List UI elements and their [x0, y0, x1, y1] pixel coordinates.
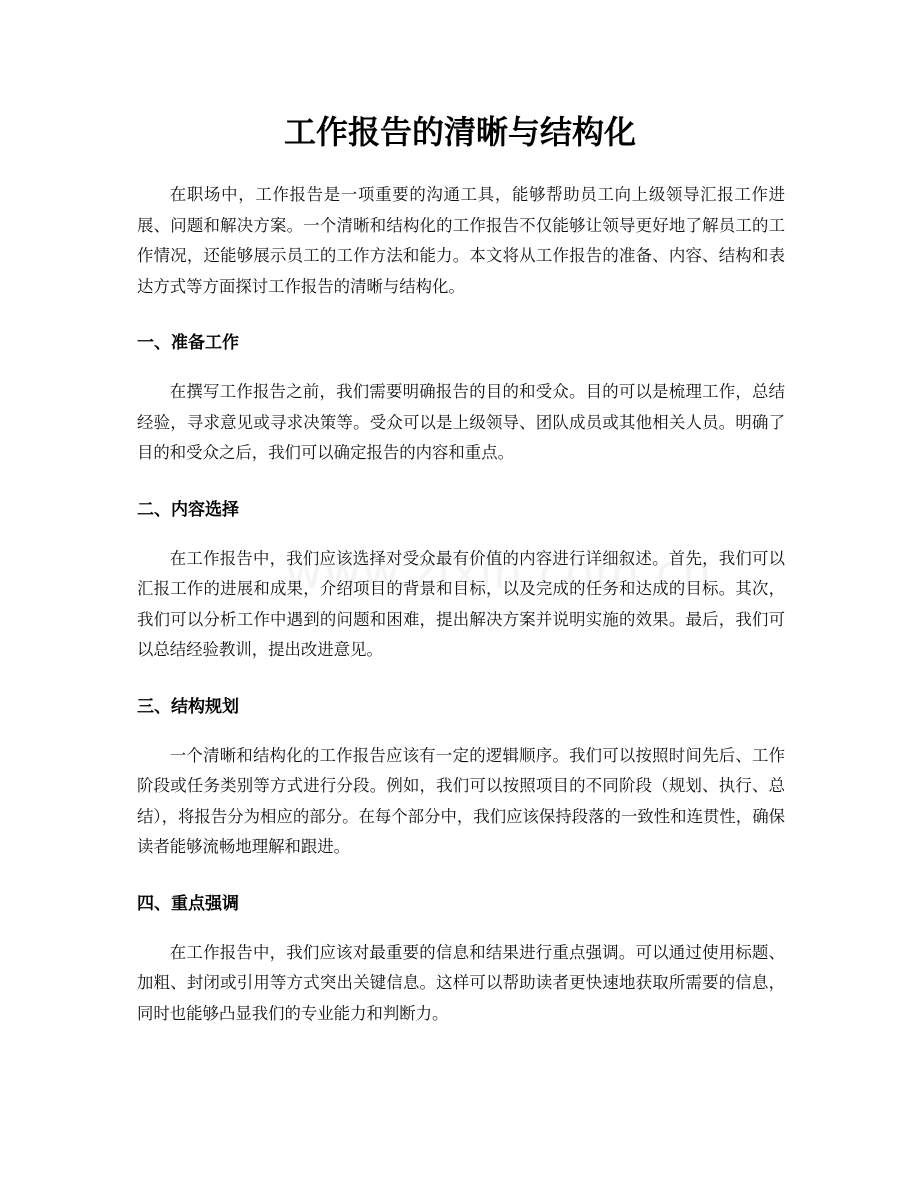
- section-body-preparation: 在撰写工作报告之前，我们需要明确报告的目的和受众。目的可以是梳理工作，总结经验，寻求意见或寻求决策等。受众可以是上级领导、团队成员或其他相关人员。明确了目的和受众之后，我们可以确定报告的内容和重点。: [137, 382, 785, 462]
- section-heading-content: 二、内容选择: [137, 499, 239, 520]
- section-body-structure: 一个清晰和结构化的工作报告应该有一定的逻辑顺序。我们可以按照时间先后、工作阶段或任务类别等方式进行分段。例如，我们可以按照项目的不同阶段（规划、执行、总结），将报告分为相应的部分。在每个部分中，我们应该保持段落的一致性和连贯性，确保读者能够流畅地理解和跟进。: [137, 745, 785, 856]
- intro-paragraph: 在职场中，工作报告是一项重要的沟通工具，能够帮助员工向上级领导汇报工作进展、问题和解决方案。一个清晰和结构化的工作报告不仅能够让领导更好地了解员工的工作情况，还能够展示员工的工作方法和能力。本文将从工作报告的准备、内容、结构和表达方式等方面探讨工作报告的清晰与结构化。: [137, 185, 785, 296]
- document-title: 工作报告的清晰与结构化: [283, 113, 636, 151]
- section-heading-structure: 三、结构规划: [137, 696, 239, 717]
- section-heading-emphasis: 四、重点强调: [137, 893, 239, 914]
- document-body: [137, 180, 785, 1029]
- section-body-content: 在工作报告中，我们应该选择对受众最有价值的内容进行详细叙述。首先，我们可以汇报工作的进展和成果，介绍项目的背景和目标，以及完成的任务和达成的目标。其次，我们可以分析工作中遇到的问题和困难，提出解决方案并说明实施的效果。最后，我们可以总结经验教训，提出改进意见。: [137, 548, 785, 659]
- section-heading-preparation: 一、准备工作: [137, 333, 239, 353]
- section-body-emphasis: 在工作报告中，我们应该对最重要的信息和结果进行重点强调。可以通过使用标题、加粗、封闭或引用等方式突出关键信息。这样可以帮助读者更快速地获取所需要的信息，同时也能够凸显我们的专业能力和判断力。: [137, 942, 785, 1023]
